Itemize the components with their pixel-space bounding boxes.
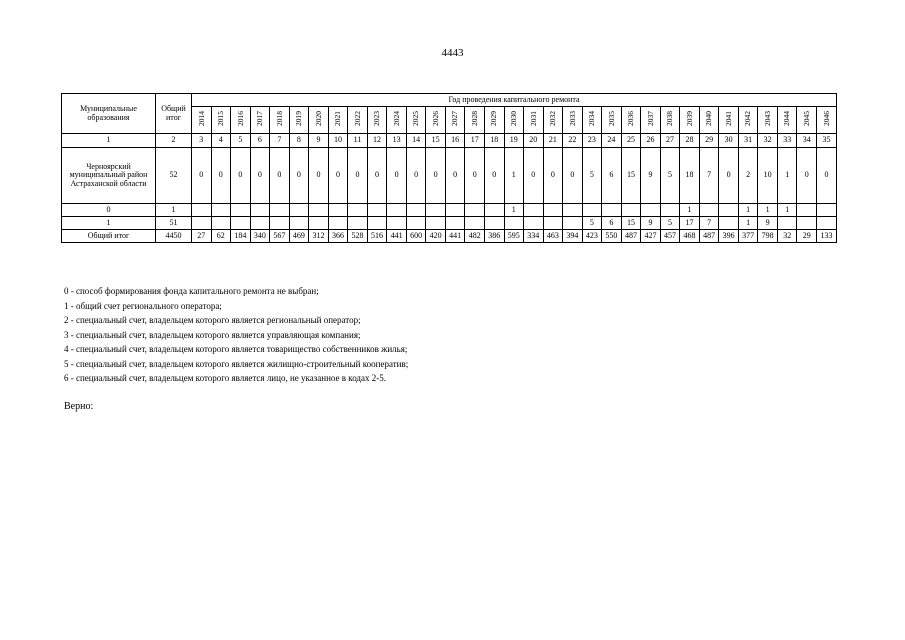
value-cell <box>231 217 251 230</box>
value-cell: 463 <box>543 230 563 243</box>
value-cell <box>641 204 661 217</box>
value-cell <box>817 217 837 230</box>
value-cell <box>699 204 719 217</box>
value-cell <box>270 204 290 217</box>
value-cell: 487 <box>621 230 641 243</box>
value-cell <box>250 204 270 217</box>
value-cell: 7 <box>699 148 719 204</box>
year-label: 2023 <box>372 111 382 127</box>
value-cell: 0 <box>524 148 544 204</box>
value-cell <box>192 204 212 217</box>
year-header-cell <box>797 107 817 134</box>
column-number: 26 <box>641 134 661 148</box>
column-number: 9 <box>309 134 329 148</box>
value-cell <box>211 217 231 230</box>
year-header-cell <box>602 107 622 134</box>
value-cell: 423 <box>582 230 602 243</box>
value-cell: 6 <box>602 148 622 204</box>
value-cell: 0 <box>817 148 837 204</box>
value-cell <box>484 217 504 230</box>
value-cell <box>426 217 446 230</box>
year-label: 2015 <box>216 111 226 127</box>
value-cell <box>621 204 641 217</box>
capital-repair-table <box>61 93 837 243</box>
value-cell <box>504 217 524 230</box>
year-header-cell <box>777 107 797 134</box>
column-number: 18 <box>484 134 504 148</box>
year-label: 2043 <box>762 111 772 127</box>
year-header-cell <box>328 107 348 134</box>
year-header-cell <box>738 107 758 134</box>
value-cell <box>309 204 329 217</box>
value-cell <box>660 204 680 217</box>
column-number: 5 <box>231 134 251 148</box>
year-label: 2021 <box>333 111 343 127</box>
year-label: 2027 <box>450 111 460 127</box>
value-cell: 9 <box>758 217 778 230</box>
column-number: 28 <box>680 134 700 148</box>
value-cell: 0 <box>465 148 485 204</box>
value-cell: 5 <box>582 217 602 230</box>
year-label: 2016 <box>235 111 245 127</box>
year-label: 2020 <box>313 111 323 127</box>
value-cell: 29 <box>797 230 817 243</box>
column-number: 6 <box>250 134 270 148</box>
column-number: 3 <box>192 134 212 148</box>
year-label: 2018 <box>274 111 284 127</box>
column-number: 25 <box>621 134 641 148</box>
value-cell: 394 <box>563 230 583 243</box>
year-label: 2029 <box>489 111 499 127</box>
year-label: 2041 <box>723 111 733 127</box>
value-cell <box>524 217 544 230</box>
value-cell <box>211 204 231 217</box>
year-header-cell <box>660 107 680 134</box>
value-cell: 9 <box>641 148 661 204</box>
value-cell: 469 <box>289 230 309 243</box>
value-cell: 441 <box>387 230 407 243</box>
year-header-cell <box>367 107 387 134</box>
value-cell: 0 <box>250 148 270 204</box>
legend-item: 1 - общий счет регионального оператора; <box>64 300 222 311</box>
row-label: 0 <box>62 204 156 217</box>
value-cell: 1 <box>758 204 778 217</box>
year-header-cell <box>504 107 524 134</box>
table-row <box>62 148 837 204</box>
year-header-cell <box>543 107 563 134</box>
row-label: Черноярский муниципальный район Астраханской области <box>62 148 156 204</box>
value-cell: 386 <box>484 230 504 243</box>
year-label: 2036 <box>626 111 636 127</box>
legend-item: 2 - специальный счет, владельцем которого является региональный оператор; <box>64 315 361 325</box>
value-cell: 487 <box>699 230 719 243</box>
year-header-cell <box>192 107 212 134</box>
value-cell <box>484 204 504 217</box>
value-cell <box>289 217 309 230</box>
value-cell: 0 <box>211 148 231 204</box>
column-number: 13 <box>387 134 407 148</box>
value-cell: 0 <box>719 148 739 204</box>
verno-label: Верно: <box>64 401 94 412</box>
column-number: 17 <box>465 134 485 148</box>
value-cell: 32 <box>777 230 797 243</box>
value-cell: 0 <box>445 148 465 204</box>
legend-item: 6 - специальный счет, владельцем которого является лицо, не указанное в кодах 2-5. <box>64 373 387 383</box>
column-number: 29 <box>699 134 719 148</box>
column-number: 22 <box>563 134 583 148</box>
year-label: 2025 <box>411 111 421 127</box>
year-header-cell <box>309 107 329 134</box>
value-cell: 1 <box>738 204 758 217</box>
value-cell: 0 <box>387 148 407 204</box>
column-number: 20 <box>524 134 544 148</box>
year-label: 2014 <box>196 111 206 127</box>
column-number: 16 <box>445 134 465 148</box>
year-header-cell <box>465 107 485 134</box>
header-municipalities: Муниципальные образования <box>62 94 156 134</box>
value-cell: 10 <box>758 148 778 204</box>
value-cell: 528 <box>348 230 368 243</box>
column-number: 7 <box>270 134 290 148</box>
year-header-cell <box>231 107 251 134</box>
value-cell: 5 <box>582 148 602 204</box>
value-cell <box>817 204 837 217</box>
value-cell: 427 <box>641 230 661 243</box>
value-cell <box>445 217 465 230</box>
year-header-cell <box>758 107 778 134</box>
value-cell <box>524 204 544 217</box>
year-label: 2039 <box>684 111 694 127</box>
value-cell: 366 <box>328 230 348 243</box>
value-cell: 798 <box>758 230 778 243</box>
year-header-cell <box>211 107 231 134</box>
value-cell: 1 <box>738 217 758 230</box>
year-label: 2033 <box>567 111 577 127</box>
value-cell: 0 <box>563 148 583 204</box>
column-number: 24 <box>602 134 622 148</box>
value-cell: 377 <box>738 230 758 243</box>
page-number: 4443 <box>441 47 464 59</box>
column-number: 1 <box>62 134 156 148</box>
value-cell: 334 <box>524 230 544 243</box>
value-cell <box>387 217 407 230</box>
value-cell <box>387 204 407 217</box>
value-cell <box>797 204 817 217</box>
year-header-cell <box>270 107 290 134</box>
value-cell: 340 <box>250 230 270 243</box>
value-cell <box>602 204 622 217</box>
column-number: 35 <box>817 134 837 148</box>
value-cell: 482 <box>465 230 485 243</box>
value-cell: 441 <box>445 230 465 243</box>
value-cell: 1 <box>680 204 700 217</box>
year-header-cell <box>445 107 465 134</box>
column-number: 27 <box>660 134 680 148</box>
year-header-cell <box>582 107 602 134</box>
column-number: 8 <box>289 134 309 148</box>
value-cell: 396 <box>719 230 739 243</box>
value-cell: 0 <box>309 148 329 204</box>
value-cell: 0 <box>426 148 446 204</box>
column-number: 19 <box>504 134 524 148</box>
value-cell: 0 <box>406 148 426 204</box>
year-label: 2040 <box>704 111 714 127</box>
column-number: 32 <box>758 134 778 148</box>
year-label: 2038 <box>665 111 675 127</box>
column-number-row <box>62 134 837 148</box>
value-cell: 550 <box>602 230 622 243</box>
value-cell <box>348 217 368 230</box>
value-cell: 567 <box>270 230 290 243</box>
year-label: 2026 <box>430 111 440 127</box>
value-cell <box>328 204 348 217</box>
row-total: 51 <box>156 217 192 230</box>
column-number: 30 <box>719 134 739 148</box>
value-cell: 1 <box>777 204 797 217</box>
value-cell: 595 <box>504 230 524 243</box>
legend-item: 0 - способ формирования фонда капитального ремонта не выбран; <box>64 286 319 296</box>
value-cell: 0 <box>367 148 387 204</box>
value-cell: 600 <box>406 230 426 243</box>
header-row-top <box>62 94 837 107</box>
value-cell <box>328 217 348 230</box>
row-total: 1 <box>156 204 192 217</box>
column-number: 31 <box>738 134 758 148</box>
legend-item: 3 - специальный счет, владельцем которого является управляющая компания; <box>64 329 361 340</box>
year-header-cell <box>250 107 270 134</box>
value-cell <box>250 217 270 230</box>
year-header-cell <box>426 107 446 134</box>
year-header-cell <box>699 107 719 134</box>
value-cell: 1 <box>504 204 524 217</box>
column-number: 34 <box>797 134 817 148</box>
column-number: 23 <box>582 134 602 148</box>
value-cell <box>231 204 251 217</box>
table-row <box>62 217 837 230</box>
year-label: 2017 <box>255 111 265 127</box>
year-label: 2031 <box>528 111 538 127</box>
year-label: 2046 <box>821 111 831 127</box>
year-label: 2028 <box>469 111 479 127</box>
column-number: 12 <box>367 134 387 148</box>
year-header-cell <box>387 107 407 134</box>
year-header-cell <box>817 107 837 134</box>
value-cell: 0 <box>348 148 368 204</box>
year-header-cell <box>621 107 641 134</box>
value-cell <box>367 204 387 217</box>
value-cell: 15 <box>621 148 641 204</box>
value-cell: 184 <box>231 230 251 243</box>
value-cell <box>563 217 583 230</box>
year-label: 2034 <box>587 111 597 127</box>
value-cell: 0 <box>270 148 290 204</box>
value-cell: 1 <box>777 148 797 204</box>
column-number: 15 <box>426 134 446 148</box>
value-cell <box>543 204 563 217</box>
year-label: 2024 <box>391 111 401 127</box>
value-cell: 5 <box>660 217 680 230</box>
value-cell <box>797 217 817 230</box>
year-label: 2022 <box>352 111 362 127</box>
year-header-cell <box>406 107 426 134</box>
value-cell <box>582 204 602 217</box>
column-number: 14 <box>406 134 426 148</box>
value-cell: 0 <box>328 148 348 204</box>
value-cell: 0 <box>192 148 212 204</box>
row-label: 1 <box>62 217 156 230</box>
year-header-cell <box>719 107 739 134</box>
column-number: 33 <box>777 134 797 148</box>
legend-item: 4 - специальный счет, владельцем которого является товарищество собственников жилья; <box>64 344 408 354</box>
row-total: 52 <box>156 148 192 204</box>
legend-item: 5 - специальный счет, владельцем которого является жилищно-строительный кооператив; <box>64 358 409 369</box>
value-cell: 468 <box>680 230 700 243</box>
value-cell <box>270 217 290 230</box>
value-cell <box>465 217 485 230</box>
year-header-cell <box>641 107 661 134</box>
row-label: Общий итог <box>62 230 156 243</box>
column-number: 11 <box>348 134 368 148</box>
legend <box>64 284 408 386</box>
table-row <box>62 204 837 217</box>
value-cell: 2 <box>738 148 758 204</box>
value-cell <box>192 217 212 230</box>
value-cell <box>309 217 329 230</box>
year-label: 2037 <box>645 111 655 127</box>
value-cell: 0 <box>231 148 251 204</box>
header-years-group: Год проведения капитального ремонта <box>192 94 837 107</box>
header-total: Общий итог <box>156 94 192 134</box>
value-cell <box>445 204 465 217</box>
value-cell <box>719 204 739 217</box>
value-cell <box>348 204 368 217</box>
year-header-cell <box>348 107 368 134</box>
value-cell: 7 <box>699 217 719 230</box>
value-cell <box>367 217 387 230</box>
value-cell: 18 <box>680 148 700 204</box>
value-cell: 457 <box>660 230 680 243</box>
value-cell <box>289 204 309 217</box>
value-cell: 516 <box>367 230 387 243</box>
value-cell: 0 <box>289 148 309 204</box>
value-cell: 5 <box>660 148 680 204</box>
year-label: 2035 <box>606 111 616 127</box>
value-cell <box>719 217 739 230</box>
year-header-cell <box>484 107 504 134</box>
row-total: 4450 <box>156 230 192 243</box>
value-cell: 0 <box>797 148 817 204</box>
value-cell: 15 <box>621 217 641 230</box>
value-cell: 1 <box>504 148 524 204</box>
value-cell: 312 <box>309 230 329 243</box>
value-cell: 0 <box>543 148 563 204</box>
value-cell <box>543 217 563 230</box>
column-number: 2 <box>156 134 192 148</box>
year-label: 2042 <box>743 111 753 127</box>
value-cell <box>563 204 583 217</box>
value-cell: 27 <box>192 230 212 243</box>
value-cell: 420 <box>426 230 446 243</box>
column-number: 4 <box>211 134 231 148</box>
table-row <box>62 230 837 243</box>
year-header-cell <box>289 107 309 134</box>
value-cell <box>426 204 446 217</box>
value-cell: 62 <box>211 230 231 243</box>
year-header-cell <box>680 107 700 134</box>
column-number: 10 <box>328 134 348 148</box>
year-label: 2044 <box>782 111 792 127</box>
value-cell <box>406 204 426 217</box>
value-cell: 9 <box>641 217 661 230</box>
year-label: 2019 <box>294 111 304 127</box>
value-cell <box>465 204 485 217</box>
column-number: 21 <box>543 134 563 148</box>
year-label: 2032 <box>548 111 558 127</box>
year-label: 2045 <box>801 111 811 127</box>
year-label: 2030 <box>509 111 519 127</box>
value-cell <box>777 217 797 230</box>
value-cell: 6 <box>602 217 622 230</box>
value-cell: 133 <box>817 230 837 243</box>
value-cell: 17 <box>680 217 700 230</box>
year-header-cell <box>524 107 544 134</box>
year-header-cell <box>563 107 583 134</box>
value-cell: 0 <box>484 148 504 204</box>
value-cell <box>406 217 426 230</box>
